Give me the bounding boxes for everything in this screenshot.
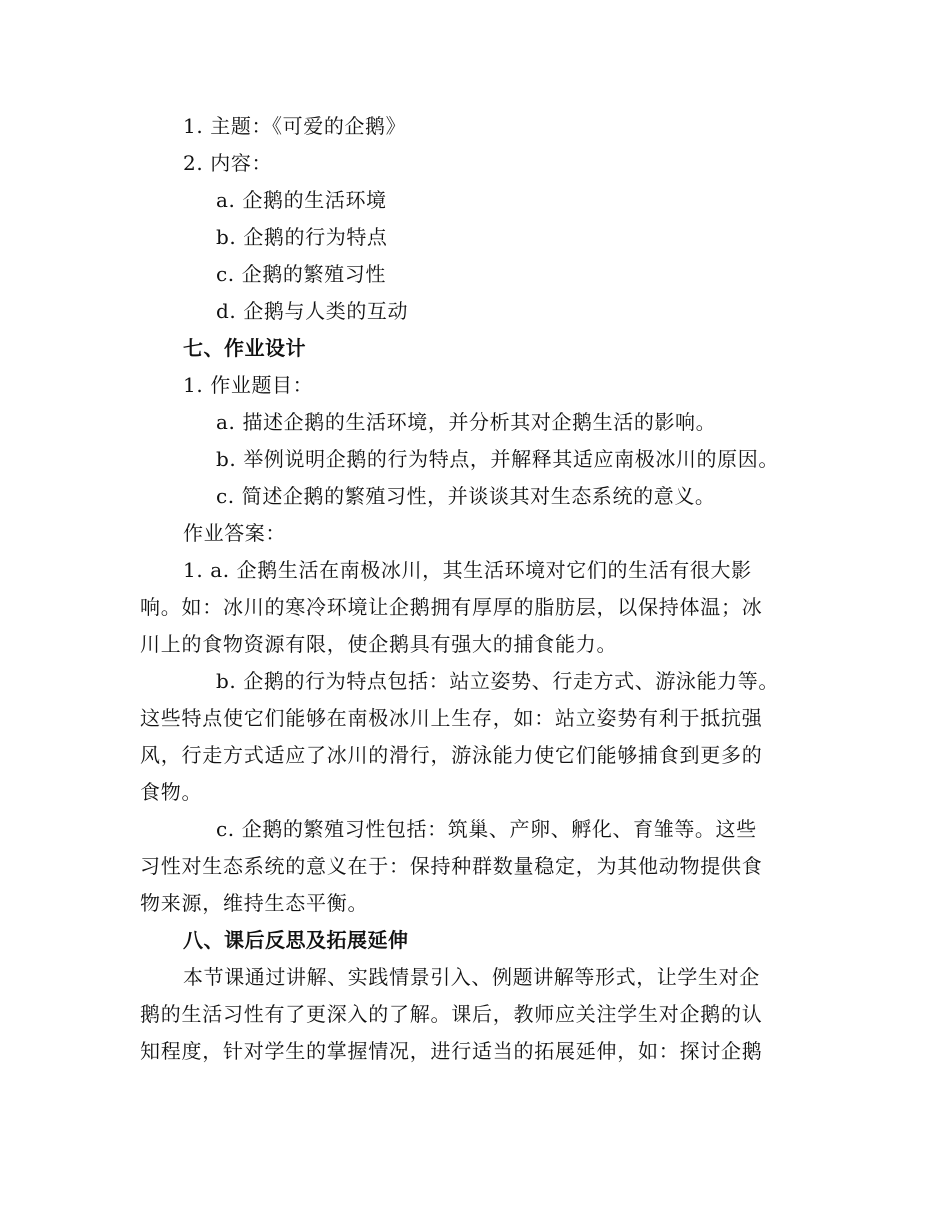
outline-content-item: b. 企鹅的行为特点 [216, 225, 388, 249]
outline-content-label: 2. 内容： [183, 151, 273, 175]
answer-c-line: c. 企鹅的繁殖习性包括：筑巢、产卵、孵化、育雏等。这些 [216, 817, 757, 841]
reflection-paragraph-line: 知程度，针对学生的掌握情况，进行适当的拓展延伸，如：探讨企鹅 [140, 1039, 763, 1063]
answer-a-line: 1. a. 企鹅生活在南极冰川，其生活环境对它们的生活有很大影 [183, 558, 752, 582]
answer-b-line: b. 企鹅的行为特点包括：站立姿势、行走方式、游泳能力等。 [216, 669, 779, 693]
answer-c-line: 物来源，维持生态平衡。 [140, 891, 369, 915]
answer-c-line: 习性对生态系统的意义在于：保持种群数量稳定，为其他动物提供食 [140, 854, 763, 878]
section-heading-homework: 七、作业设计 [183, 336, 306, 360]
answer-b-line: 这些特点使它们能够在南极冰川上生存，如：站立姿势有利于抵抗强 [140, 706, 763, 730]
section-heading-reflection: 八、课后反思及拓展延伸 [183, 928, 409, 952]
reflection-paragraph-line: 本节课通过讲解、实践情景引入、例题讲解等形式，让学生对企 [183, 965, 760, 989]
answer-a-line: 响。如：冰川的寒冷环境让企鹅拥有厚厚的脂肪层，以保持体温；冰 [140, 595, 763, 619]
outline-content-item: d. 企鹅与人类的互动 [216, 299, 409, 323]
reflection-paragraph-line: 鹅的生活习性有了更深入的了解。课后，教师应关注学生对企鹅的认 [140, 1002, 763, 1026]
homework-task-item: c. 简述企鹅的繁殖习性，并谈谈其对生态系统的意义。 [216, 484, 716, 508]
outline-content-item: c. 企鹅的繁殖习性 [216, 262, 386, 286]
homework-task-item: b. 举例说明企鹅的行为特点，并解释其适应南极冰川的原因。 [216, 447, 779, 471]
answer-b-line: 食物。 [140, 780, 203, 804]
answer-b-line: 风，行走方式适应了冰川的滑行，游泳能力使它们能够捕食到更多的 [140, 743, 763, 767]
answer-a-line: 川上的食物资源有限，使企鹅具有强大的捕食能力。 [140, 632, 618, 656]
homework-task-item: a. 描述企鹅的生活环境，并分析其对企鹅生活的影响。 [216, 410, 717, 434]
homework-answer-label: 作业答案： [183, 521, 286, 545]
outline-theme: 1. 主题：《可爱的企鹅》 [183, 114, 407, 138]
homework-task-label: 1. 作业题目： [183, 373, 314, 397]
outline-content-item: a. 企鹅的生活环境 [216, 188, 387, 212]
